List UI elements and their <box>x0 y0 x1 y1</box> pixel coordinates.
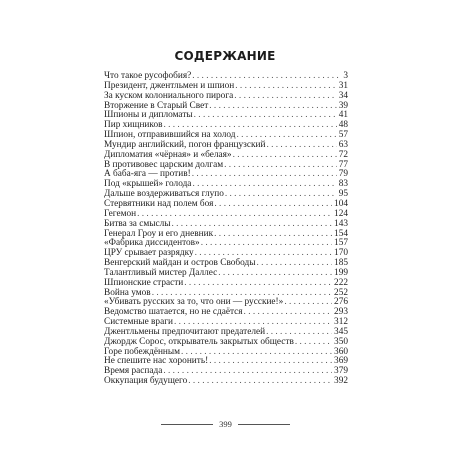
dot-leader <box>184 279 332 289</box>
toc-entry-title: «Убивать русских за то, что они — русские!» <box>104 297 284 308</box>
toc-entry-page: 222 <box>334 277 348 288</box>
dot-leader <box>209 102 336 112</box>
toc-entry-page: 34 <box>338 90 348 101</box>
toc-entry-title: Под «крышей» голода <box>104 179 192 190</box>
toc-title: СОДЕРЖАНИЕ <box>174 49 276 63</box>
dot-leader <box>201 239 332 249</box>
toc-entry-page: 57 <box>338 130 348 141</box>
toc-entry-page: 350 <box>334 336 348 347</box>
toc-entry-title: Шпионы и дипломаты <box>104 110 193 121</box>
toc-list <box>104 72 348 387</box>
toc-entry-title: Не спешите нас хоронить! <box>104 356 209 367</box>
dot-leader <box>233 151 337 161</box>
toc-entry-title: За куском колониального пирога <box>104 90 234 101</box>
toc-entry-page: 104 <box>334 198 348 209</box>
footer-rule-right <box>238 424 290 425</box>
dot-leader <box>214 200 332 210</box>
toc-entry-page: 369 <box>334 356 348 367</box>
toc-entry-title: ЦРУ срывает разрядку <box>104 248 194 259</box>
dot-leader <box>235 82 336 92</box>
toc-entry-page: 83 <box>338 179 348 190</box>
toc-entry-title: «Фабрика диссидентов» <box>104 238 200 249</box>
toc-entry-title: Талантливый мистер Даллес <box>104 267 218 278</box>
dot-leader <box>295 338 332 348</box>
toc-entry-page: 31 <box>338 80 348 91</box>
toc-entry-title: Ведомство шатается, но не сдаётся <box>104 307 243 318</box>
toc-entry-page: 157 <box>334 238 348 249</box>
toc-entry-title: Джордж Сорос, открыватель закрытых обществ <box>104 336 294 347</box>
toc-entry-title: Шпионские страсти <box>104 277 184 288</box>
toc-entry-title: Война умов <box>104 287 151 298</box>
toc-entry-title: Оккупация будущего <box>104 376 188 387</box>
toc-entry-title: Дипломатия «чёрная» и «белая» <box>104 149 232 160</box>
toc-entry-page: 41 <box>338 110 348 121</box>
toc-entry-title: Генерал Гроу и его дневник <box>104 228 214 239</box>
toc-entry-title: Системные враги <box>104 317 174 328</box>
toc-entry-page: 95 <box>338 189 348 200</box>
dot-leader <box>284 298 332 308</box>
toc-entry-title: Мундир английский, погон французский <box>104 139 266 150</box>
page-footer <box>161 418 290 430</box>
toc-entry-page: 379 <box>334 366 348 377</box>
dot-leader <box>209 357 332 367</box>
toc-entry-page: 63 <box>338 139 348 150</box>
dot-leader <box>257 259 333 269</box>
toc-entry-page: 124 <box>334 208 348 219</box>
toc-entry-title: Горе побеждённым <box>104 346 181 357</box>
toc-entry-title: Стервятники над полем боя <box>104 198 214 209</box>
toc-entry-page: 3 <box>343 71 348 81</box>
toc-entry-title: Битва за смыслы <box>104 218 171 229</box>
toc-entry-title: Что такое русофобия? <box>104 71 192 81</box>
toc-entry-page: 72 <box>338 149 348 160</box>
dot-leader <box>194 111 337 121</box>
dot-leader <box>244 308 333 318</box>
toc-entry-page: 154 <box>334 228 348 239</box>
dot-leader <box>192 170 337 180</box>
toc-entry-page: 252 <box>334 287 348 298</box>
toc-entry-title: В противовес царским долгам <box>104 159 224 170</box>
toc-entry-title: Президент, джентльмен и шпион <box>104 80 235 91</box>
toc-entry[interactable] <box>104 200 348 210</box>
toc-entry-title: Пир хищников <box>104 120 163 131</box>
toc-entry-page: 293 <box>334 307 348 318</box>
toc-entry-title: Время распада <box>104 366 163 377</box>
dot-leader <box>214 230 332 240</box>
toc-entry-title: Гегемон <box>104 208 137 219</box>
toc-entry-page: 345 <box>334 326 348 337</box>
dot-leader <box>266 141 336 151</box>
toc-entry-page: 170 <box>334 248 348 259</box>
dot-leader <box>163 367 332 377</box>
dot-leader <box>188 377 332 387</box>
toc-entry-title: Шпион, отправившийся на холод <box>104 130 236 141</box>
dot-leader <box>225 190 337 200</box>
dot-leader <box>234 92 336 102</box>
toc-entry-page: 312 <box>334 317 348 328</box>
toc-entry-title: А баба-яга — против! <box>104 169 191 180</box>
dot-leader <box>218 269 332 279</box>
dot-leader <box>224 161 337 171</box>
footer-rule-left <box>161 424 213 425</box>
toc-entry-page: 143 <box>334 218 348 229</box>
page-number: 399 <box>219 419 232 429</box>
toc-entry-title: Джентльмены предпочитают предателей <box>104 326 266 337</box>
toc-entry-page: 79 <box>338 169 348 180</box>
toc-entry-page: 199 <box>334 267 348 278</box>
toc-entry-page: 39 <box>338 100 348 111</box>
toc-entry-page: 48 <box>338 120 348 131</box>
toc-entry[interactable] <box>104 377 348 387</box>
toc-entry-page: 392 <box>334 376 348 387</box>
toc-entry-page: 77 <box>338 159 348 170</box>
toc-entry-page: 276 <box>334 297 348 308</box>
toc-entry-page: 360 <box>334 346 348 357</box>
toc-entry-title: Венгерский майдан и остров Свободы <box>104 258 256 269</box>
toc-entry-title: Вторжение в Старый Свет <box>104 100 209 111</box>
toc-entry-page: 185 <box>334 258 348 269</box>
toc-entry-title: Дальше воздерживаться глупо <box>104 189 224 200</box>
